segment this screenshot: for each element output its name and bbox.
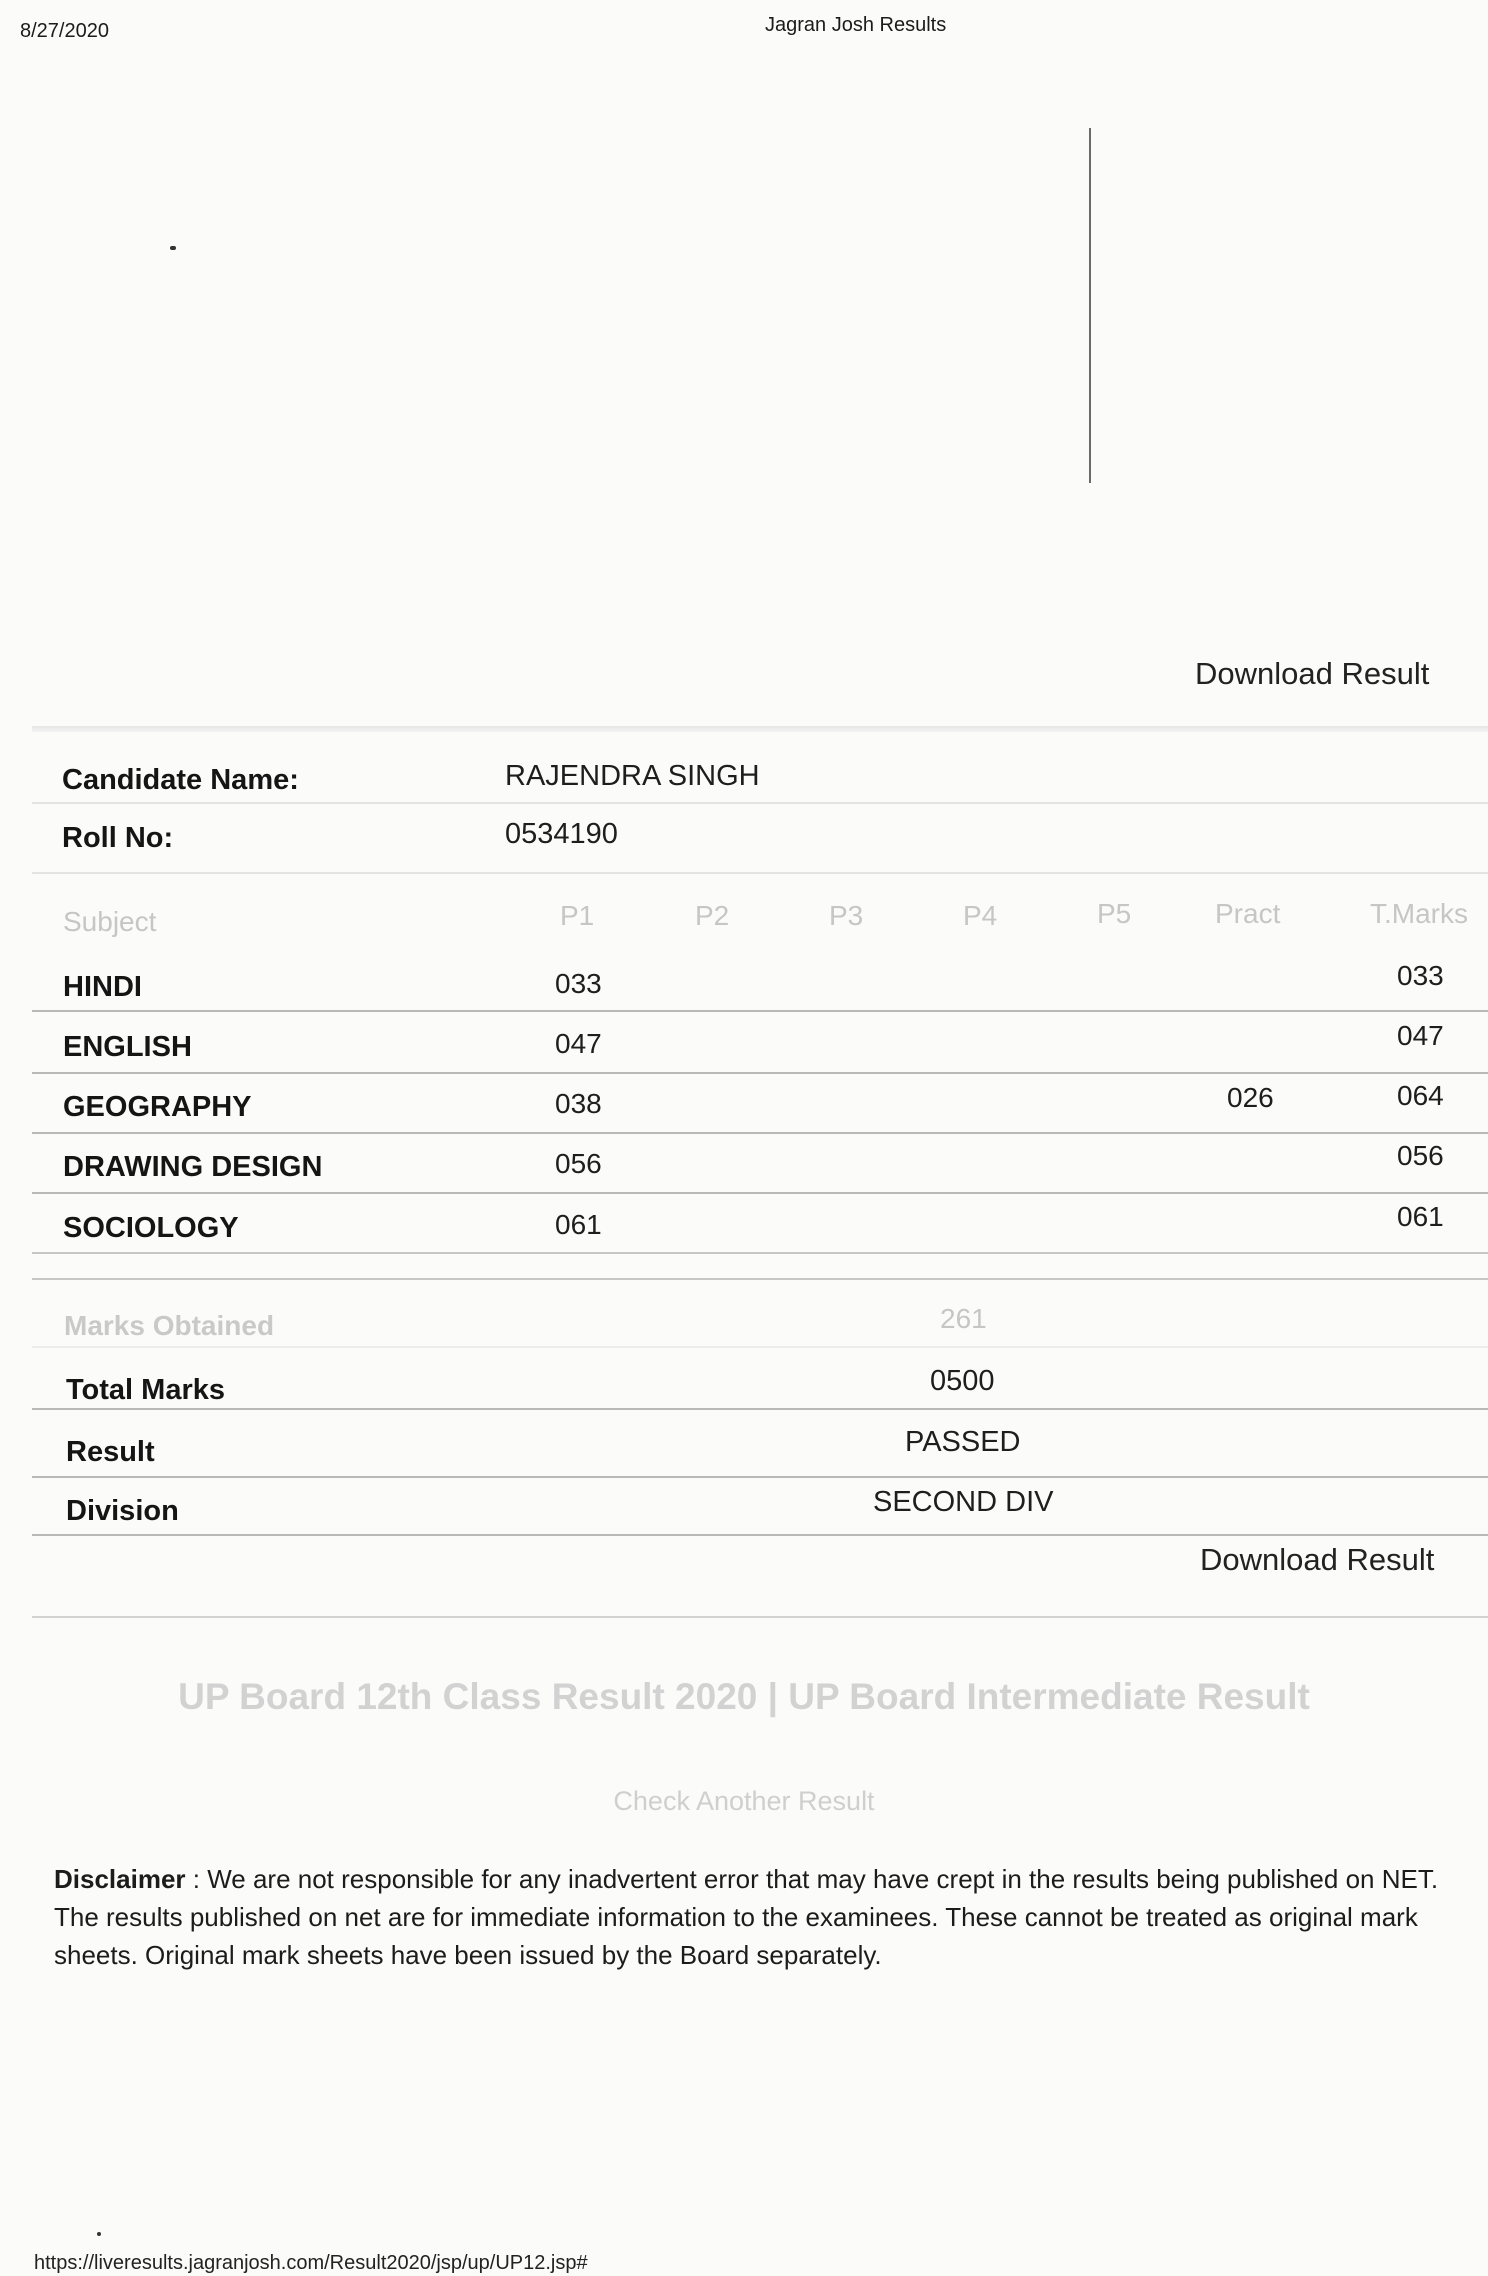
result-value: PASSED [905, 1426, 1021, 1458]
download-result-button-top[interactable]: Download Result [1195, 656, 1430, 691]
total-marks-label: Total Marks [66, 1374, 226, 1406]
col-header-pract: Pract [1215, 898, 1281, 929]
table-row-p1: 056 [555, 1148, 602, 1179]
divider [32, 726, 1488, 732]
table-row-total: 064 [1397, 1080, 1444, 1111]
roll-no-label: Roll No: [62, 822, 174, 854]
scan-speck [97, 2232, 101, 2236]
table-row-subject: SOCIOLOGY [63, 1212, 239, 1244]
download-result-button-bottom[interactable]: Download Result [1200, 1542, 1435, 1577]
table-row-subject: DRAWING DESIGN [63, 1151, 323, 1183]
scan-speck [170, 246, 176, 250]
divider [32, 802, 1488, 804]
row-divider [32, 1132, 1488, 1134]
marks-obtained-label: Marks Obtained [64, 1310, 275, 1341]
table-row-total: 061 [1397, 1201, 1444, 1232]
roll-no-value: 0534190 [505, 818, 618, 850]
table-row-pract: 026 [1227, 1082, 1274, 1113]
col-header-p5: P5 [1097, 898, 1132, 929]
divider [32, 1534, 1488, 1536]
check-another-result-link[interactable]: Check Another Result [613, 1786, 875, 1816]
table-row-total: 056 [1397, 1140, 1444, 1171]
disclaimer-label: Disclaimer [54, 1864, 186, 1894]
table-row-total: 047 [1397, 1020, 1444, 1051]
divider [32, 872, 1488, 874]
col-header-p3: P3 [829, 900, 864, 931]
col-header-subject: Subject [63, 906, 157, 937]
candidate-name-value: RAJENDRA SINGH [505, 760, 760, 792]
divider [32, 1616, 1488, 1618]
row-divider [32, 1252, 1488, 1254]
row-divider [32, 1072, 1488, 1074]
disclaimer [54, 1860, 1484, 1974]
divider [32, 1476, 1488, 1478]
row-divider [32, 1192, 1488, 1194]
division-label: Division [66, 1495, 179, 1527]
print-date: 8/27/2020 [20, 20, 109, 42]
marks-obtained-value: 261 [940, 1303, 987, 1334]
row-divider [32, 1010, 1488, 1012]
table-row-p1: 038 [555, 1088, 602, 1119]
row-divider [32, 1278, 1488, 1280]
table-row-p1: 033 [555, 968, 602, 999]
related-result-link[interactable]: UP Board 12th Class Result 2020 | UP Board Intermediate Result [178, 1676, 1310, 1717]
table-row-subject: ENGLISH [63, 1031, 192, 1063]
total-marks-value: 0500 [930, 1365, 995, 1397]
result-label: Result [66, 1436, 155, 1468]
footer-url: https://liveresults.jagranjosh.com/Result2020/jsp/up/UP12.jsp# [34, 2252, 588, 2274]
table-row-p1: 047 [555, 1028, 602, 1059]
table-row-p1: 061 [555, 1209, 602, 1240]
col-header-tmarks: T.Marks [1370, 898, 1468, 929]
divider [32, 1346, 1488, 1348]
table-row-subject: GEOGRAPHY [63, 1091, 252, 1123]
col-header-p2: P2 [695, 900, 730, 931]
table-row-subject: HINDI [63, 971, 142, 1003]
col-header-p4: P4 [963, 900, 998, 931]
division-value: SECOND DIV [873, 1486, 1054, 1518]
divider [32, 1408, 1488, 1410]
scan-line-artifact [1089, 128, 1091, 483]
table-row-total: 033 [1397, 960, 1444, 991]
disclaimer-text: : We are not responsible for any inadvertent error that may have crept in the results being published on NET. The results published on net are for immediate information to the examinees. These cannot be treated as original mark sheets. Original mark sheets have been issued by the Board separately. [54, 1864, 1439, 1970]
col-header-p1: P1 [560, 900, 595, 931]
page-title: Jagran Josh Results [765, 14, 947, 36]
candidate-name-label: Candidate Name: [62, 764, 299, 796]
